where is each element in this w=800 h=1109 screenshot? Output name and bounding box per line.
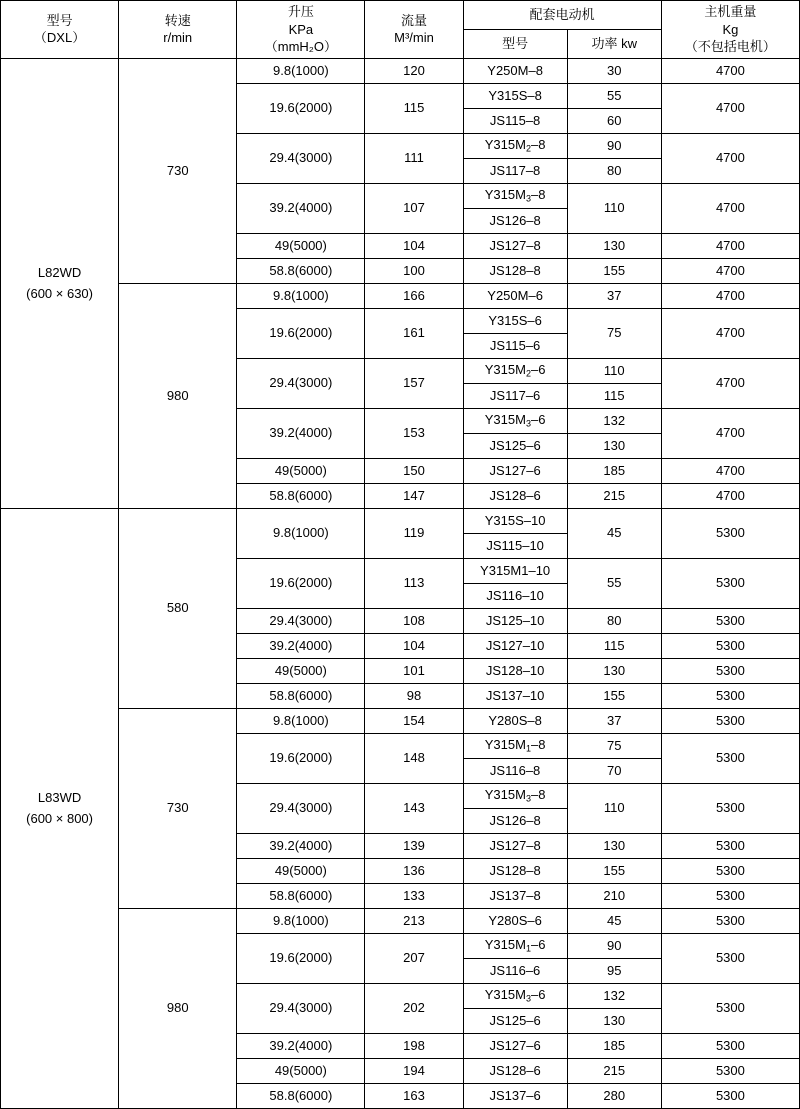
weight-cell: 5300 <box>661 683 799 708</box>
motor-model-cell: Y315S–10 <box>463 508 567 533</box>
pressure-cell: 29.4(3000) <box>237 133 365 183</box>
motor-power-cell: 75 <box>567 733 661 758</box>
flow-cell: 107 <box>365 183 463 233</box>
header-flow-line-1: 流量 <box>400 12 427 28</box>
motor-power-cell: 115 <box>567 633 661 658</box>
weight-cell: 5300 <box>661 883 799 908</box>
motor-model-cell: JS128–6 <box>463 1058 567 1083</box>
weight-cell: 5300 <box>661 1083 799 1108</box>
header-flow <box>365 1 463 59</box>
motor-model-cell: JS128–8 <box>463 258 567 283</box>
motor-power-cell: 55 <box>567 83 661 108</box>
weight-cell: 4700 <box>661 483 799 508</box>
pressure-cell: 29.4(3000) <box>237 783 365 833</box>
motor-model-cell: $Y315M_3-6$ <box>463 983 567 1008</box>
weight-cell: 5300 <box>661 558 799 608</box>
motor-model-cell: JS127–8 <box>463 233 567 258</box>
header-motor-model: 型号 <box>463 29 567 58</box>
flow-cell: 148 <box>365 733 463 783</box>
motor-model-cell: JS115–10 <box>463 533 567 558</box>
motor-model-cell: JS127–6 <box>463 458 567 483</box>
model-size: (600 × 630) <box>26 285 93 301</box>
pressure-cell: 9.8(1000) <box>237 508 365 558</box>
motor-model-cell: JS116–6 <box>463 958 567 983</box>
weight-cell: 4700 <box>661 183 799 233</box>
pressure-cell: 19.6(2000) <box>237 733 365 783</box>
header-weight-line-2: Kg <box>722 21 739 37</box>
table-body <box>1 58 800 1108</box>
speed-cell: 980 <box>119 908 237 1108</box>
motor-power-cell: 132 <box>567 408 661 433</box>
flow-cell: 147 <box>365 483 463 508</box>
pressure-cell: 58.8(6000) <box>237 1083 365 1108</box>
motor-model-cell: JS116–10 <box>463 583 567 608</box>
pressure-cell: 19.6(2000) <box>237 933 365 983</box>
weight-cell: 4700 <box>661 358 799 408</box>
motor-power-cell: 155 <box>567 683 661 708</box>
motor-power-cell: 37 <box>567 283 661 308</box>
motor-model-cell: JS137–10 <box>463 683 567 708</box>
motor-power-cell: 60 <box>567 108 661 133</box>
pressure-cell: 58.8(6000) <box>237 683 365 708</box>
weight-cell: 5300 <box>661 1033 799 1058</box>
pressure-cell: 49(5000) <box>237 1058 365 1083</box>
flow-cell: 163 <box>365 1083 463 1108</box>
weight-cell: 4700 <box>661 283 799 308</box>
table-row <box>1 708 800 733</box>
motor-model-cell: JS128–8 <box>463 858 567 883</box>
motor-power-cell: 55 <box>567 558 661 608</box>
flow-cell: 202 <box>365 983 463 1033</box>
pressure-cell: 19.6(2000) <box>237 558 365 608</box>
table-row <box>1 508 800 533</box>
motor-model-cell: $Y315M_3-6$ <box>463 408 567 433</box>
flow-cell: 98 <box>365 683 463 708</box>
motor-model-cell: JS128–10 <box>463 658 567 683</box>
header-motor-group: 配套电动机 <box>463 1 661 30</box>
motor-power-cell: 110 <box>567 183 661 233</box>
motor-model-cell: Y280S–8 <box>463 708 567 733</box>
motor-power-cell: 130 <box>567 433 661 458</box>
weight-cell: 4700 <box>661 408 799 458</box>
header-model-line-2: （DXL） <box>33 30 86 46</box>
flow-cell: 161 <box>365 308 463 358</box>
flow-cell: 154 <box>365 708 463 733</box>
header-speed <box>119 1 237 59</box>
flow-cell: 104 <box>365 633 463 658</box>
header-model <box>1 1 119 59</box>
pressure-cell: 29.4(3000) <box>237 983 365 1033</box>
motor-power-cell: 132 <box>567 983 661 1008</box>
motor-power-cell: 185 <box>567 1033 661 1058</box>
motor-model-cell: JS126–8 <box>463 808 567 833</box>
motor-model-cell: Y250M–6 <box>463 283 567 308</box>
flow-cell: 101 <box>365 658 463 683</box>
motor-model-cell: Y280S–6 <box>463 908 567 933</box>
motor-power-cell: 115 <box>567 383 661 408</box>
motor-power-cell: 90 <box>567 133 661 158</box>
pressure-cell: 39.2(4000) <box>237 633 365 658</box>
motor-model-cell: JS127–10 <box>463 633 567 658</box>
table-row <box>1 283 800 308</box>
weight-cell: 4700 <box>661 233 799 258</box>
header-weight-line-1: 主机重量 <box>704 4 757 19</box>
header-weight <box>661 1 799 59</box>
motor-model-cell: JS115–8 <box>463 108 567 133</box>
table-header <box>1 1 800 59</box>
flow-cell: 166 <box>365 283 463 308</box>
weight-cell: 5300 <box>661 983 799 1033</box>
flow-cell: 139 <box>365 833 463 858</box>
motor-power-cell: 110 <box>567 783 661 833</box>
motor-power-cell: 90 <box>567 933 661 958</box>
pressure-cell: 49(5000) <box>237 233 365 258</box>
header-pressure-line-3: （mmH₂O） <box>264 39 337 55</box>
weight-cell: 5300 <box>661 733 799 783</box>
motor-power-cell: 80 <box>567 158 661 183</box>
pressure-cell: 9.8(1000) <box>237 58 365 83</box>
motor-power-cell: 95 <box>567 958 661 983</box>
weight-cell: 4700 <box>661 458 799 483</box>
weight-cell: 5300 <box>661 633 799 658</box>
motor-model-cell: JS117–6 <box>463 383 567 408</box>
motor-model-cell: $Y315M_3-8$ <box>463 783 567 808</box>
weight-cell: 5300 <box>661 858 799 883</box>
flow-cell: 143 <box>365 783 463 833</box>
pressure-cell: 9.8(1000) <box>237 908 365 933</box>
flow-cell: 153 <box>365 408 463 458</box>
header-row-1 <box>1 1 800 30</box>
motor-model-cell: JS116–8 <box>463 758 567 783</box>
flow-cell: 115 <box>365 83 463 133</box>
speed-cell: 730 <box>119 58 237 283</box>
weight-cell: 5300 <box>661 933 799 983</box>
weight-cell: 5300 <box>661 658 799 683</box>
flow-cell: 157 <box>365 358 463 408</box>
motor-power-cell: 130 <box>567 658 661 683</box>
flow-cell: 136 <box>365 858 463 883</box>
weight-cell: 4700 <box>661 308 799 358</box>
motor-power-cell: 155 <box>567 258 661 283</box>
model-cell <box>1 58 119 508</box>
motor-model-cell: $Y315M_2-6$ <box>463 358 567 383</box>
header-weight-line-3: （不包括电机） <box>684 39 776 55</box>
flow-cell: 207 <box>365 933 463 983</box>
header-speed-line-2: r/min <box>163 30 193 46</box>
flow-cell: 133 <box>365 883 463 908</box>
flow-cell: 194 <box>365 1058 463 1083</box>
weight-cell: 4700 <box>661 58 799 83</box>
flow-cell: 100 <box>365 258 463 283</box>
weight-cell: 5300 <box>661 608 799 633</box>
motor-power-cell: 185 <box>567 458 661 483</box>
flow-cell: 119 <box>365 508 463 558</box>
motor-model-cell: JS128–6 <box>463 483 567 508</box>
table-row <box>1 58 800 83</box>
motor-power-cell: 45 <box>567 508 661 558</box>
pressure-cell: 58.8(6000) <box>237 258 365 283</box>
speed-cell: 730 <box>119 708 237 908</box>
motor-power-cell: 130 <box>567 1008 661 1033</box>
motor-model-cell: JS115–6 <box>463 333 567 358</box>
motor-model-cell: JS137–8 <box>463 883 567 908</box>
motor-model-cell: JS127–8 <box>463 833 567 858</box>
weight-cell: 5300 <box>661 1058 799 1083</box>
header-pressure <box>237 1 365 59</box>
model-name: L82WD <box>37 265 82 281</box>
pressure-cell: 19.6(2000) <box>237 308 365 358</box>
pressure-cell: 19.6(2000) <box>237 83 365 133</box>
motor-power-cell: 215 <box>567 483 661 508</box>
motor-model-cell: $Y315M_3-8$ <box>463 183 567 208</box>
motor-power-cell: 80 <box>567 608 661 633</box>
motor-model-cell: Y315M1–10 <box>463 558 567 583</box>
pressure-cell: 39.2(4000) <box>237 183 365 233</box>
motor-model-cell: Y250M–8 <box>463 58 567 83</box>
header-flow-line-2: M³/min <box>394 30 434 46</box>
motor-power-cell: 155 <box>567 858 661 883</box>
motor-model-cell: $Y315M_1-6$ <box>463 933 567 958</box>
pressure-cell: 9.8(1000) <box>237 708 365 733</box>
flow-cell: 108 <box>365 608 463 633</box>
pressure-cell: 39.2(4000) <box>237 1033 365 1058</box>
pressure-cell: 39.2(4000) <box>237 408 365 458</box>
motor-power-cell: 130 <box>567 833 661 858</box>
weight-cell: 4700 <box>661 258 799 283</box>
motor-power-cell: 280 <box>567 1083 661 1108</box>
weight-cell: 4700 <box>661 133 799 183</box>
flow-cell: 198 <box>365 1033 463 1058</box>
motor-power-cell: 30 <box>567 58 661 83</box>
motor-model-cell: JS126–8 <box>463 208 567 233</box>
weight-cell: 4700 <box>661 83 799 133</box>
motor-model-cell: $Y315M_2-8$ <box>463 133 567 158</box>
motor-model-cell: JS117–8 <box>463 158 567 183</box>
motor-model-cell: JS125–10 <box>463 608 567 633</box>
table-row <box>1 908 800 933</box>
pressure-cell: 49(5000) <box>237 458 365 483</box>
flow-cell: 113 <box>365 558 463 608</box>
flow-cell: 150 <box>365 458 463 483</box>
weight-cell: 5300 <box>661 508 799 558</box>
header-model-line-1: 型号 <box>46 12 73 28</box>
model-name: L83WD <box>37 790 82 806</box>
motor-model-cell: JS125–6 <box>463 1008 567 1033</box>
speed-cell: 980 <box>119 283 237 508</box>
pressure-cell: 9.8(1000) <box>237 283 365 308</box>
motor-power-cell: 37 <box>567 708 661 733</box>
speed-cell: 580 <box>119 508 237 708</box>
motor-model-cell: $Y315M_1-8$ <box>463 733 567 758</box>
header-pressure-line-1: 升压 <box>287 4 314 19</box>
motor-model-cell: Y315S–6 <box>463 308 567 333</box>
pressure-cell: 49(5000) <box>237 658 365 683</box>
model-size: (600 × 800) <box>26 810 93 826</box>
pressure-cell: 58.8(6000) <box>237 883 365 908</box>
motor-model-cell: JS125–6 <box>463 433 567 458</box>
flow-cell: 111 <box>365 133 463 183</box>
model-cell <box>1 508 119 1108</box>
pressure-cell: 29.4(3000) <box>237 358 365 408</box>
motor-power-cell: 215 <box>567 1058 661 1083</box>
weight-cell: 5300 <box>661 708 799 733</box>
motor-power-cell: 75 <box>567 308 661 358</box>
weight-cell: 5300 <box>661 908 799 933</box>
motor-model-cell: JS137–6 <box>463 1083 567 1108</box>
motor-power-cell: 210 <box>567 883 661 908</box>
header-motor-power: 功率 kw <box>567 29 661 58</box>
weight-cell: 5300 <box>661 833 799 858</box>
pressure-cell: 39.2(4000) <box>237 833 365 858</box>
header-pressure-line-2: KPa <box>288 21 314 37</box>
pressure-cell: 49(5000) <box>237 858 365 883</box>
motor-power-cell: 70 <box>567 758 661 783</box>
pressure-cell: 29.4(3000) <box>237 608 365 633</box>
weight-cell: 5300 <box>661 783 799 833</box>
flow-cell: 120 <box>365 58 463 83</box>
flow-cell: 104 <box>365 233 463 258</box>
flow-cell: 213 <box>365 908 463 933</box>
motor-model-cell: JS127–6 <box>463 1033 567 1058</box>
motor-power-cell: 110 <box>567 358 661 383</box>
pressure-cell: 58.8(6000) <box>237 483 365 508</box>
header-speed-line-1: 转速 <box>164 12 191 28</box>
motor-power-cell: 130 <box>567 233 661 258</box>
motor-power-cell: 45 <box>567 908 661 933</box>
motor-model-cell: Y315S–8 <box>463 83 567 108</box>
